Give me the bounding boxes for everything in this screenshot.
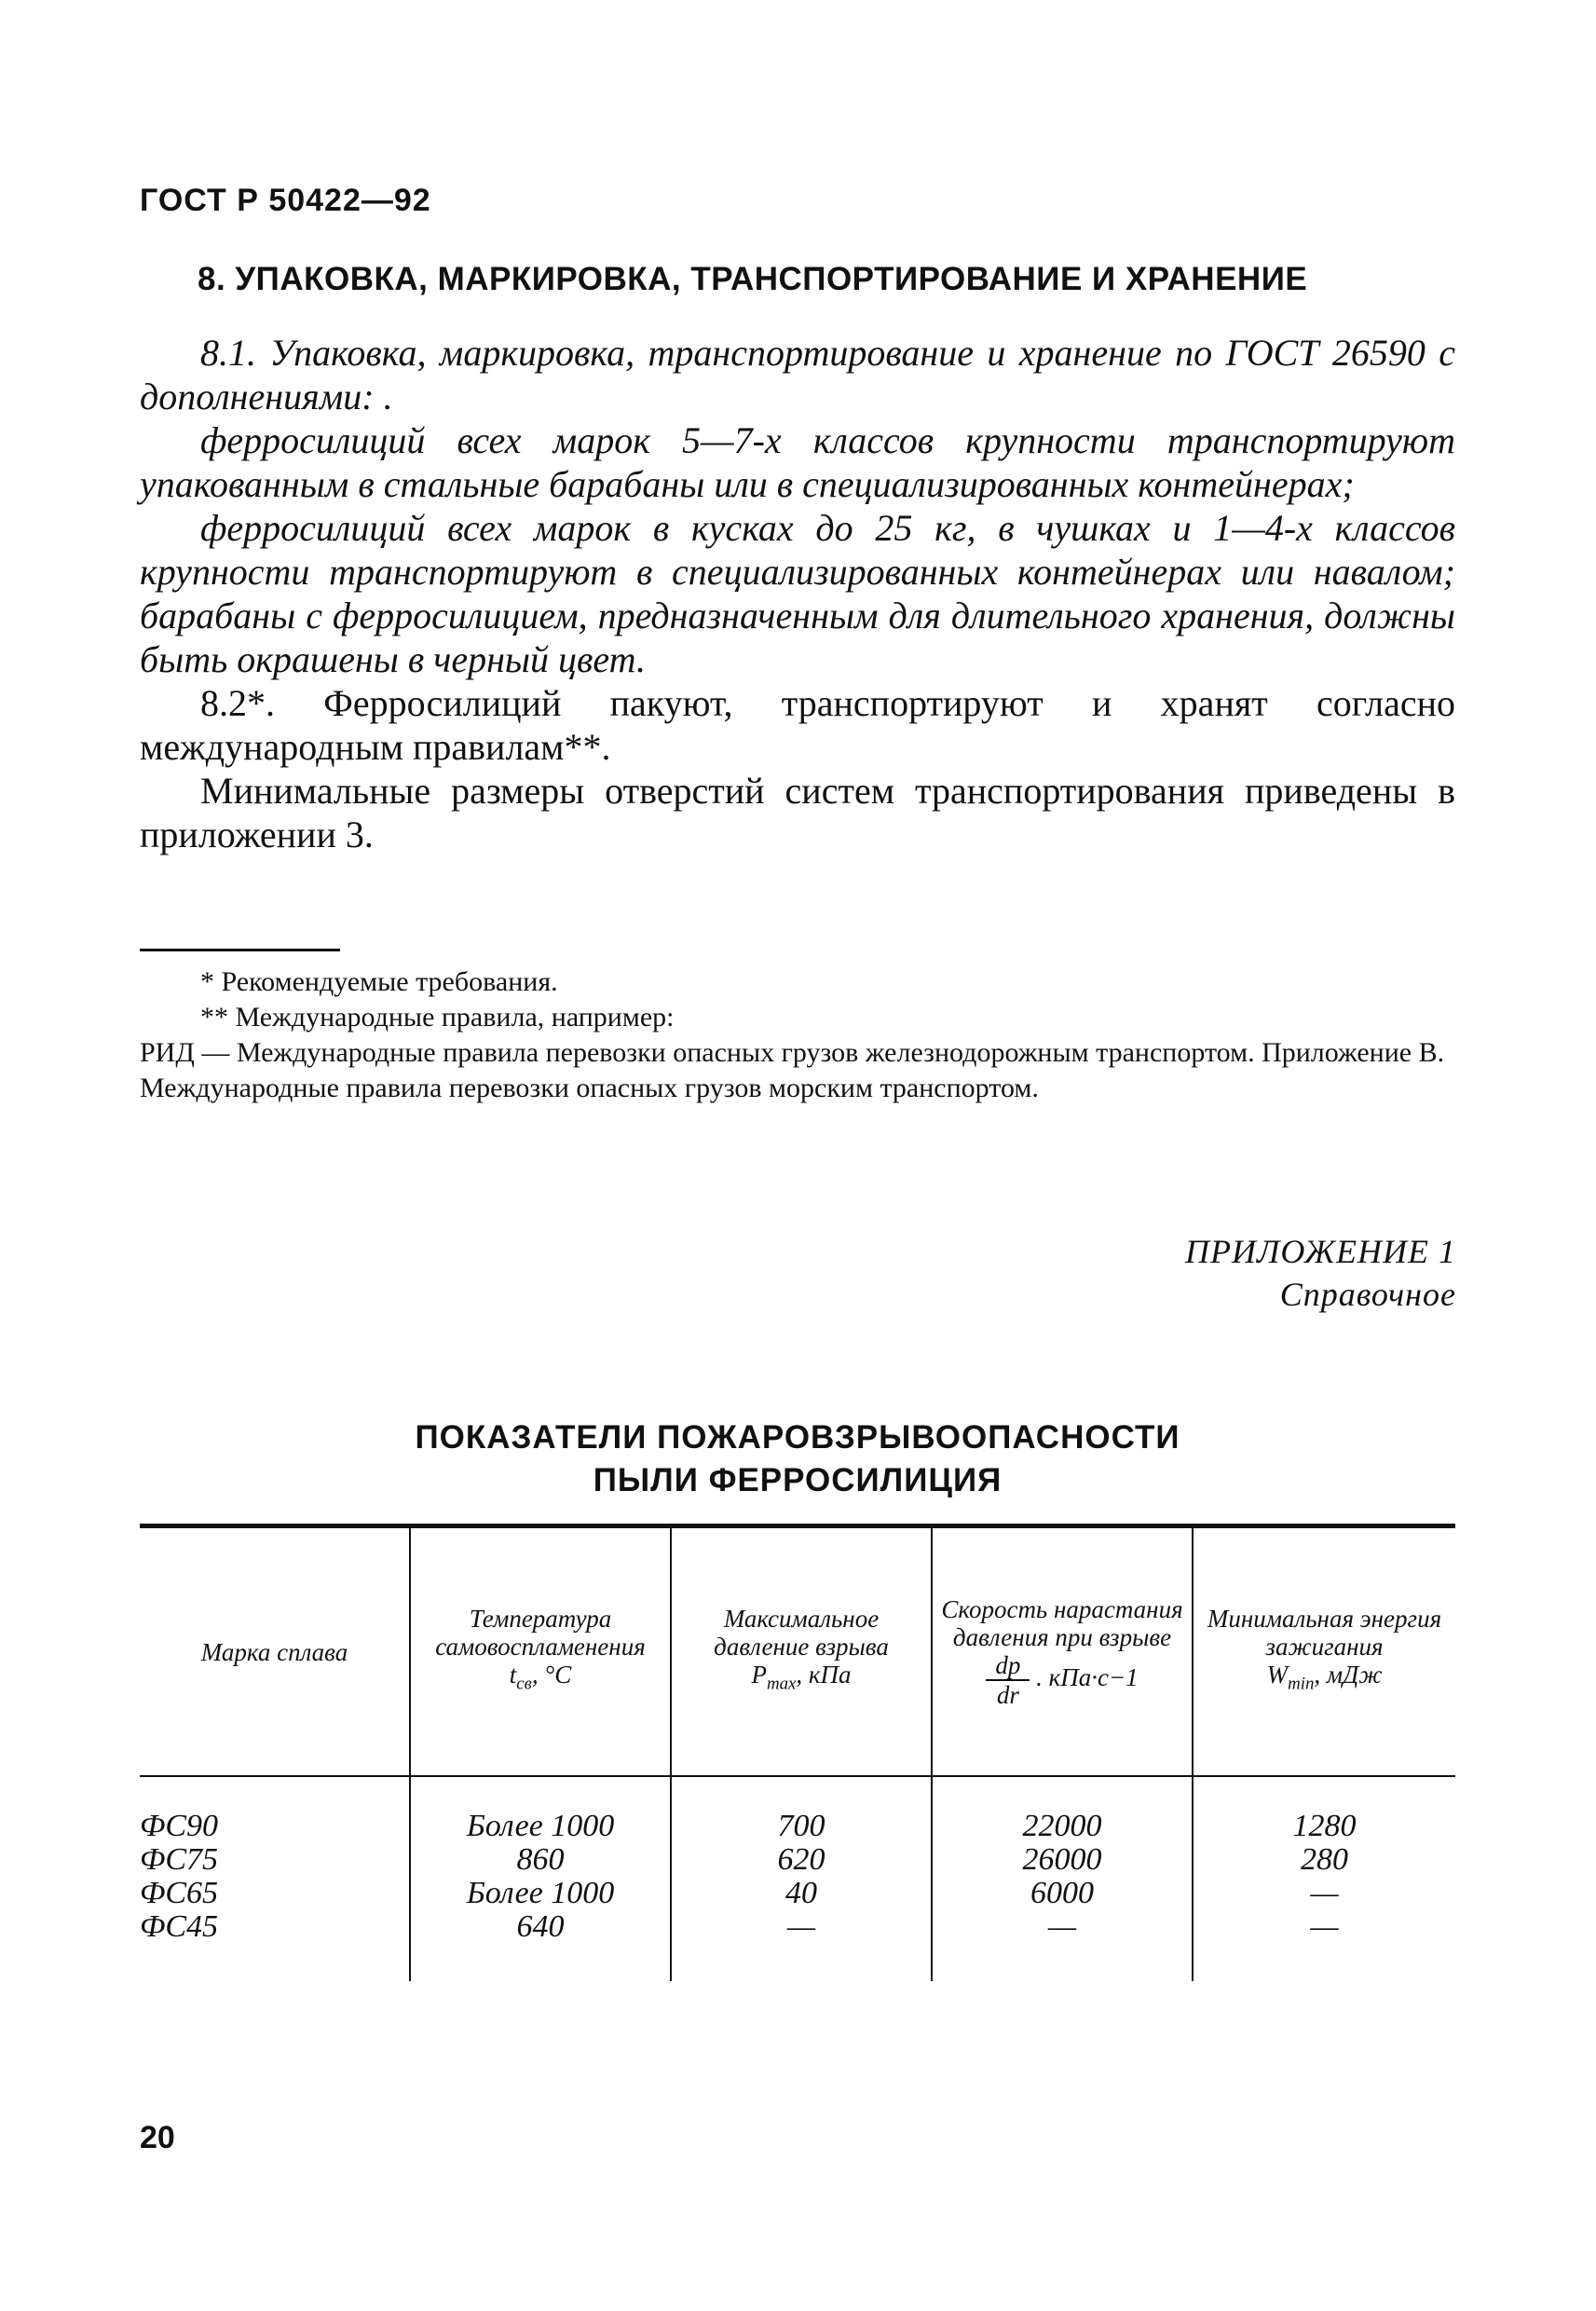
footnote-4: Международные правила перевозки опасных грузов морским транспортом. bbox=[140, 1073, 1039, 1103]
cell-ignition-energy: — bbox=[1193, 1910, 1455, 1944]
paragraph-transport-openings: Минимальные размеры отверстий систем транспортирования приведены в приложении 3. bbox=[140, 770, 1455, 855]
footnote-divider bbox=[140, 949, 340, 951]
cell-brand: ФС65 bbox=[140, 1876, 219, 1910]
table-title-line-2: ПЫЛИ ФЕРРОСИЛИЦИЯ bbox=[593, 1462, 1003, 1498]
cell-pressure-rate: 22000 bbox=[932, 1776, 1193, 1843]
cell-pressure-rate: 26000 bbox=[932, 1843, 1193, 1877]
header-pressure: Максимальное давление взрыва $P_{max}$, кПа bbox=[671, 1526, 932, 1777]
section-body bbox=[140, 331, 1455, 856]
cell-temperature: Более 1000 bbox=[410, 1877, 671, 1910]
document-number: ГОСТ Р 50422—92 bbox=[140, 183, 431, 218]
cell-temperature: Более 1000 bbox=[410, 1776, 671, 1843]
cell-pressure-rate: 6000 bbox=[932, 1877, 1193, 1910]
cell-pressure: 40 bbox=[671, 1877, 932, 1910]
section-title: 8. УПАКОВКА, МАРКИРОВКА, ТРАНСПОРТИРОВАНИЕ И ХРАНЕНИЕ bbox=[198, 261, 1308, 297]
table-row bbox=[140, 1877, 1455, 1910]
table-row bbox=[140, 1910, 1455, 1944]
pressure-rate-fraction: $\frac{dp}{dr}$ bbox=[986, 1651, 1030, 1709]
cell-pressure-rate: — bbox=[932, 1910, 1193, 1944]
table-spacer-row bbox=[140, 1944, 1455, 1981]
paragraph-list-item-1: ферросилиций всех марок 5—7-х классов крупности транспортируют упакованным в стальные барабаны или в специализированных контейнерах; bbox=[140, 419, 1455, 505]
cell-brand: ФС45 bbox=[140, 1909, 219, 1944]
footnotes bbox=[140, 964, 1455, 1106]
footnote-1: * Рекомендуемые требования. bbox=[200, 966, 558, 997]
header-pressure-rate: Скорость нарастания давления при взрыве $\frac{dp}{dr}$ . кПа·с−1 bbox=[932, 1526, 1193, 1777]
cell-pressure: 700 bbox=[671, 1776, 932, 1843]
data-table bbox=[140, 1524, 1455, 1981]
header-ignition-energy: Минимальная энергия зажигания $W_{min}$, мДж bbox=[1193, 1526, 1455, 1777]
table-title bbox=[140, 1416, 1455, 1502]
cell-temperature: 860 bbox=[410, 1843, 671, 1877]
table-row bbox=[140, 1843, 1455, 1877]
header-brand: Марка сплава bbox=[140, 1526, 410, 1777]
cell-pressure: — bbox=[671, 1910, 932, 1944]
appendix-heading bbox=[1185, 1230, 1456, 1316]
footnote-3: РИД — Международные правила перевозки опасных грузов железнодорожным транспортом. Приложение В. bbox=[140, 1037, 1445, 1068]
cell-temperature: 640 bbox=[410, 1910, 671, 1944]
footnote-2: ** Международные правила, например: bbox=[200, 1002, 675, 1032]
table-header-row bbox=[140, 1526, 1455, 1777]
appendix-label: ПРИЛОЖЕНИЕ 1 bbox=[1185, 1233, 1456, 1270]
header-temperature: Температура самовоспламенения $t_{св}$, °С bbox=[410, 1526, 671, 1777]
cell-ignition-energy: 1280 bbox=[1193, 1776, 1455, 1843]
cell-brand: ФС75 bbox=[140, 1842, 219, 1877]
paragraph-list-item-2: ферросилиций всех марок в кусках до 25 кг, в чушках и 1—4-х классов крупности транспортируют в специализированных контейнерах или навалом; барабаны с ферросилицием, предназначенным для длительного хранения, должны быть окрашены в черный цвет. bbox=[140, 507, 1455, 680]
page-number: 20 bbox=[140, 2120, 175, 2155]
cell-pressure: 620 bbox=[671, 1843, 932, 1877]
paragraph-8-2: 8.2*. Ферросилиций пакуют, транспортируют и хранят согласно международным правилам**. bbox=[140, 682, 1455, 768]
appendix-type: Справочное bbox=[1279, 1276, 1456, 1313]
table-row bbox=[140, 1776, 1455, 1843]
paragraph-8-1: 8.1. Упаковка, маркировка, транспортирование и хранение по ГОСТ 26590 с дополнениями: . bbox=[140, 332, 1455, 417]
cell-ignition-energy: 280 bbox=[1193, 1843, 1455, 1877]
cell-brand: ФС90 bbox=[140, 1809, 219, 1843]
table-title-line-1: ПОКАЗАТЕЛИ ПОЖАРОВЗРЫВООПАСНОСТИ bbox=[415, 1419, 1180, 1456]
cell-ignition-energy: — bbox=[1193, 1877, 1455, 1910]
